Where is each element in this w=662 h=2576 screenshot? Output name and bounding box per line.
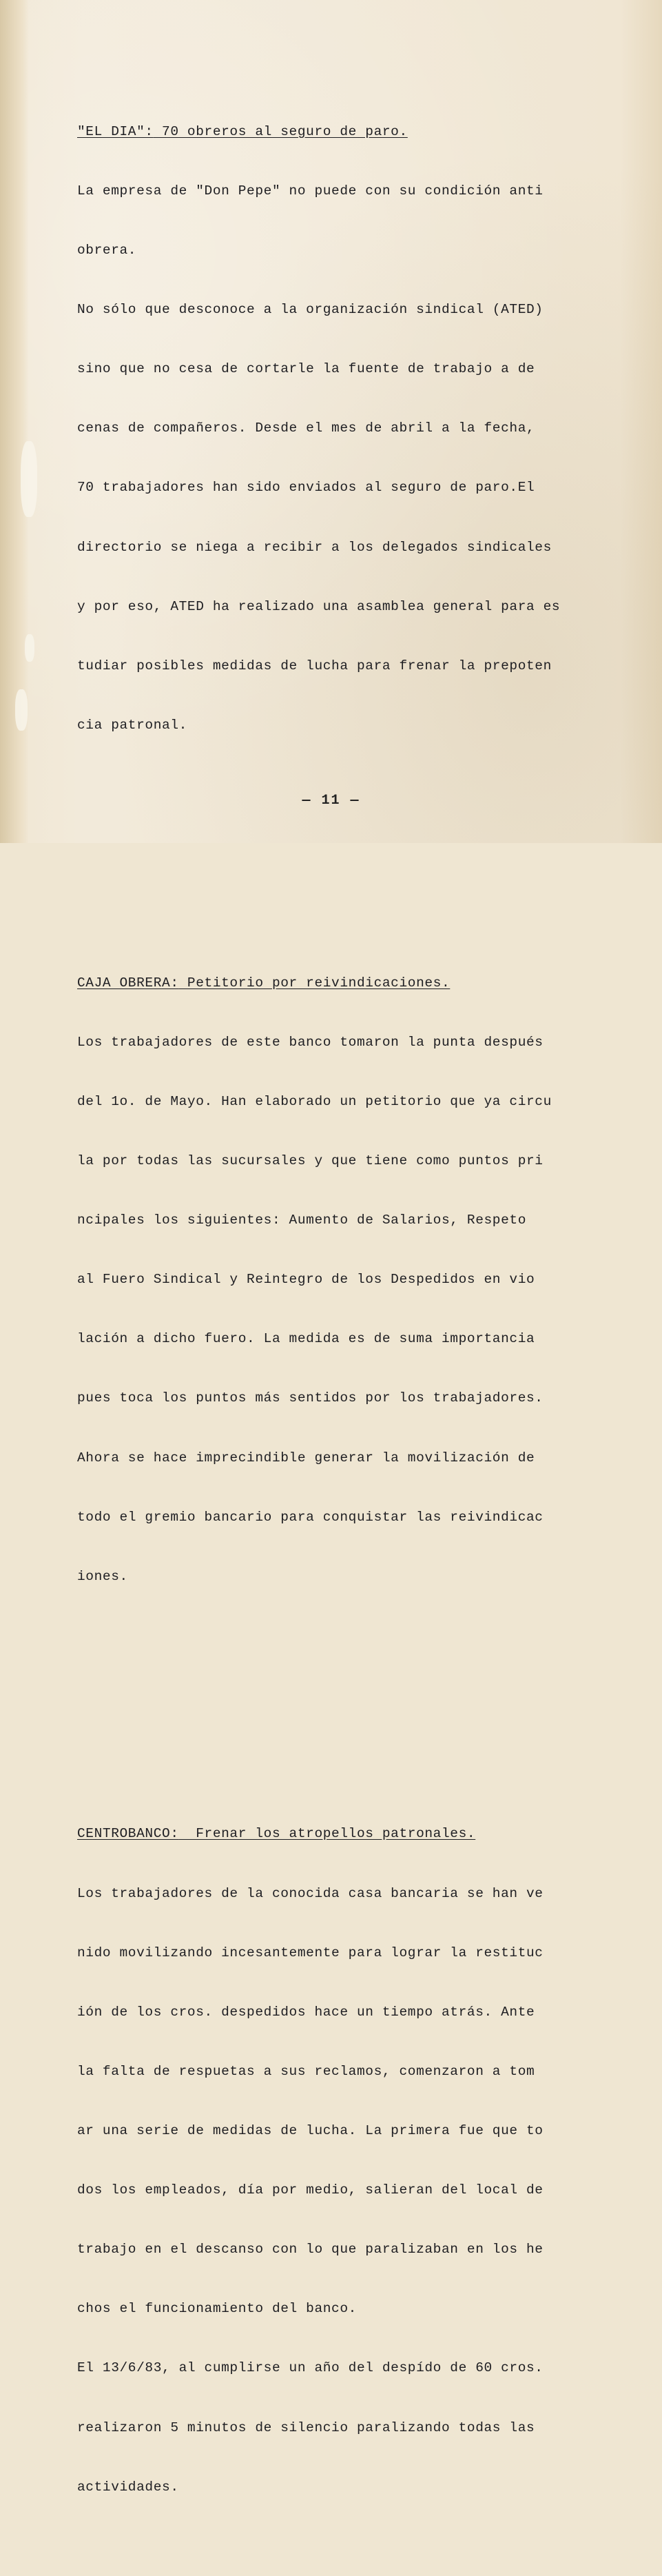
section-caja-obrera (77, 933, 642, 1626)
section-centrobanco (77, 1785, 642, 2537)
text-line: y por eso, ATED ha realizado una asamblea general para es (77, 598, 561, 614)
paper-tear (15, 689, 28, 731)
text-line: sino que no cesa de cortarle la fuente de trabajo a de (77, 361, 535, 377)
paper-tear (21, 441, 37, 517)
text-line: realizaron 5 minutos de silencio paralizando todas las (77, 2420, 535, 2435)
section-heading (77, 122, 642, 142)
section-el-dia (77, 82, 642, 775)
heading-label: CENTROBANCO: (77, 1826, 179, 1842)
text-line: cenas de compañeros. Desde el mes de abril a la fecha, (77, 420, 535, 436)
text-line: dos los empleados, día por medio, salieran del local de (77, 2182, 544, 2198)
heading-title: Petitorio por reivindicaciones. (178, 975, 451, 991)
typed-text (77, 43, 642, 2576)
text-line: al Fuero Sindical y Reintegro de los Despedidos en vio (77, 1272, 535, 1288)
section-gap (77, 834, 642, 874)
section-heading (77, 1824, 642, 1844)
section-gap (77, 1685, 642, 1725)
section-heading (77, 973, 642, 993)
text-line: la falta de respuetas a sus reclamos, comenzaron a tom (77, 2063, 535, 2079)
page-number: — 11 — (302, 793, 360, 809)
text-line: pues toca los puntos más sentidos por los trabajadores. (77, 1390, 544, 1406)
text-line: El 13/6/83, al cumplirse un año del despído de 60 cros. (77, 2360, 544, 2376)
heading-label: CAJA OBRERA: (77, 975, 179, 991)
text-line: ión de los cros. despedidos hace un tiempo atrás. Ante (77, 2004, 535, 2020)
text-line: nido movilizando incesantemente para lograr la restituc (77, 1945, 544, 1960)
text-line: ncipales los siguientes: Aumento de Salarios, Respeto (77, 1213, 527, 1228)
paper-tear (25, 634, 34, 662)
text-line: iones. (77, 1568, 128, 1584)
text-line: la por todas las sucursales y que tiene como puntos pri (77, 1153, 544, 1168)
text-line: todo el gremio bancario para conquistar las reivindicac (77, 1509, 544, 1525)
text-line: tudiar posibles medidas de lucha para frenar la prepoten (77, 658, 552, 673)
text-line: obrera. (77, 243, 137, 258)
text-line: No sólo que desconoce a la organización sindical (ATED) (77, 302, 544, 318)
heading-title: Frenar los atropellos patronales. (178, 1826, 476, 1842)
text-line: del 1o. de Mayo. Han elaborado un petitorio que ya circu (77, 1093, 552, 1109)
text-line: trabajo en el descanso con lo que paralizaban en los he (77, 2242, 544, 2258)
heading-title: 70 obreros al seguro de paro. (153, 123, 408, 139)
text-line: lación a dicho fuero. La medida es de suma importancia (77, 1331, 535, 1347)
text-line: actividades. (77, 2479, 179, 2495)
text-line: ar una serie de medidas de lucha. La primera fue que to (77, 2123, 544, 2139)
text-line: La empresa de "Don Pepe" no puede con su condición anti (77, 183, 544, 199)
text-line: directorio se niega a recibir a los delegados sindicales (77, 539, 552, 555)
text-line: Los trabajadores de este banco tomaron la punta después (77, 1034, 544, 1050)
text-line: chos el funcionamiento del banco. (77, 2301, 357, 2317)
text-line: Ahora se hace imprecindible generar la movilización de (77, 1450, 535, 1466)
text-line: Los trabajadores de la conocida casa bancaria se han ve (77, 1885, 544, 1901)
heading-label: "EL DIA": (77, 123, 154, 139)
text-line: 70 trabajadores han sido enviados al seguro de paro.El (77, 480, 535, 496)
text-line: cia patronal. (77, 717, 187, 733)
